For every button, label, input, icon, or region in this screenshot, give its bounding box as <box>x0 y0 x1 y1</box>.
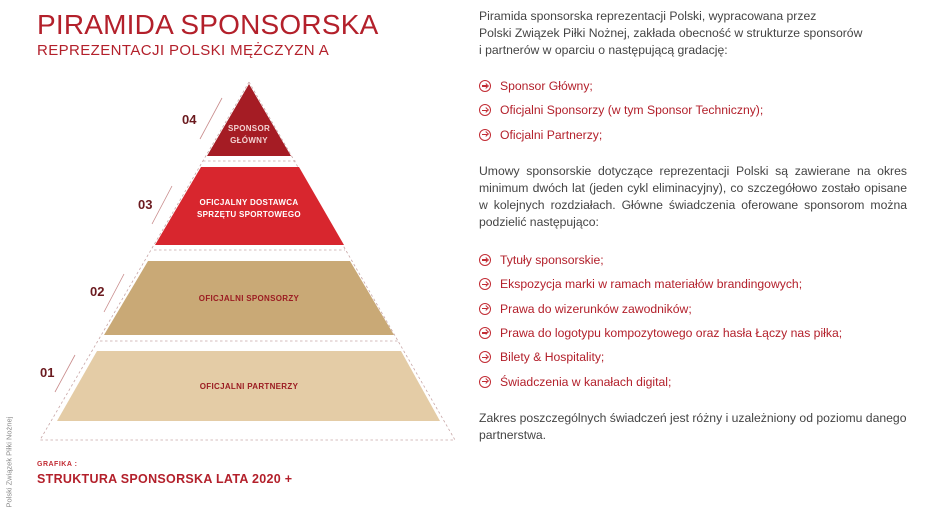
list-item: Prawa do wizerunków zawodników; <box>479 297 842 321</box>
arrow-circle-icon <box>479 278 491 290</box>
list-item: Bilety & Hospitality; <box>479 345 842 369</box>
caption-title: STRUKTURA SPONSORSKA LATA 2020 + <box>37 472 293 486</box>
level-slash <box>200 98 222 139</box>
level-label: OFICJALNI PARTNERZY <box>199 382 299 391</box>
arrow-circle-icon <box>479 303 491 315</box>
level-slash <box>152 186 172 224</box>
arrow-circle-icon <box>479 104 491 116</box>
arrow-circle-icon <box>479 351 491 363</box>
level-number: 02 <box>90 284 105 299</box>
arrow-circle-icon <box>479 327 491 339</box>
list-item: Sponsor Główny; <box>479 74 763 98</box>
list-item: Oficjalni Sponsorzy (w tym Sponsor Techniczny); <box>479 98 763 122</box>
level-label: SPONSOR <box>227 124 271 133</box>
intro-line: Polski Związek Piłki Nożnej, zakłada obecność w strukturze sponsorów <box>479 26 863 40</box>
list-item: Tytuły sponsorskie; <box>479 248 842 272</box>
list-item: Oficjalni Partnerzy; <box>479 123 763 147</box>
closing-line: partnerstwa. <box>479 428 547 442</box>
level-label: SPRZĘTU SPORTOWEGO <box>197 210 301 219</box>
level-number: 01 <box>40 365 55 380</box>
closing-line: Zakres poszczególnych świadczeń jest różny i uzależniony od poziomu danego <box>479 411 907 425</box>
page-title: PIRAMIDA SPONSORSKA <box>37 9 379 40</box>
level-label: GŁÓWNY <box>230 136 268 145</box>
level-number: 03 <box>138 197 153 212</box>
level-label: OFICJALNI SPONSORZY <box>198 294 300 303</box>
pyramid-level-sponsor-glowny <box>207 84 291 156</box>
list-item: Ekspozycja marki w ramach materiałów brandingowych; <box>479 272 842 296</box>
tier-list <box>479 74 763 147</box>
level-slash <box>55 355 75 392</box>
arrow-circle-icon <box>479 80 491 92</box>
list-item: Świadczenia w kanałach digital; <box>479 369 842 393</box>
level-number: 04 <box>182 112 197 127</box>
arrow-circle-icon <box>479 376 491 388</box>
page-subtitle: REPREZENTACJI POLSKI MĘŻCZYZN A <box>37 42 330 59</box>
list-item: Prawa do logotypu kompozytowego oraz hasła Łączy nas piłka; <box>479 321 842 345</box>
sponsor-pyramid <box>0 0 470 460</box>
closing-paragraph <box>479 410 907 444</box>
benefits-list <box>479 248 842 394</box>
arrow-circle-icon <box>479 129 491 141</box>
intro-paragraph <box>479 8 879 59</box>
contracts-paragraph: Umowy sponsorskie dotyczące reprezentacji Polski są zawierane na okres minimum dwóch lat (jeden cykl eliminacyjny), co szczegółowo zostało opisane w kolejnych rozdziałach. Główne świadczenia oferowane sponsorom można podzielić następująco: <box>479 164 907 229</box>
caption-label: GRAFIKA : <box>37 461 78 468</box>
intro-line: i partnerów w oparciu o następującą gradację: <box>479 43 728 57</box>
intro-line: Piramida sponsorska reprezentacji Polski, wypracowana przez <box>479 9 817 23</box>
level-slash <box>104 274 124 312</box>
level-label: OFICJALNY DOSTAWCA <box>199 198 299 207</box>
side-credit-text: Polski Związek Piłki Nożnej <box>4 416 14 508</box>
arrow-circle-icon <box>479 254 491 266</box>
